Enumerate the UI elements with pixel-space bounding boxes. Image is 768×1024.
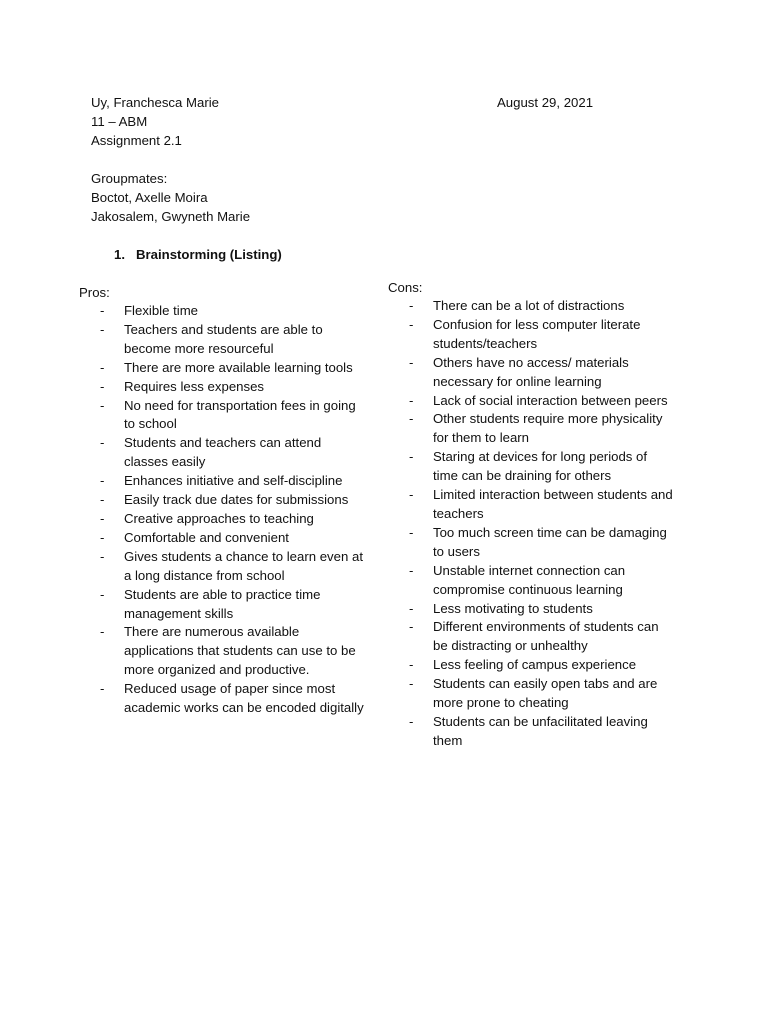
bullet-dash: - [100,303,105,318]
pros-item-text: Students and teachers can attend classes easily [124,435,322,470]
cons-item-text: Too much screen time can be damaging to users [433,524,667,559]
cons-item [409,316,674,354]
pros-item-text: Reduced usage of paper since most academic works can be encoded digitally [124,681,364,716]
cons-item [409,618,674,656]
bullet-dash: - [409,676,414,692]
cons-item [409,562,674,600]
bullet-dash: - [409,487,414,503]
cons-item-text: Students can be unfacilitated leaving them [433,713,648,748]
bullet-dash: - [100,624,105,640]
cons-item-text: Students can easily open tabs and are more prone to cheating [433,676,658,711]
bullet-dash: - [409,713,414,729]
cons-label: Cons: [388,280,423,295]
bullet-dash: - [409,298,414,313]
cons-item [409,297,674,316]
groupmate-name: Jakosalem, Gwyneth Marie [91,209,251,224]
pros-item [100,359,365,378]
cons-item [409,524,674,562]
pros-item [100,321,365,359]
cons-item [409,675,674,713]
bullet-dash: - [409,524,414,540]
pros-item [100,378,365,397]
pros-label: Pros: [79,285,110,300]
pros-item [100,680,365,718]
bullet-dash: - [409,411,414,427]
cons-list [409,297,674,751]
pros-item-text: Flexible time [124,303,199,318]
section-number: 1. [114,247,125,262]
pros-item-text: Comfortable and convenient [124,529,289,545]
bullet-dash: - [100,473,105,489]
pros-item-text: Requires less expenses [124,378,265,394]
pros-item [100,491,365,510]
cons-item [409,448,674,486]
cons-item-text: Unstable internet connection can compromise continuous learning [433,562,626,597]
pros-item-text: There are numerous available applications that students can use to be more organized and productive. [124,624,356,678]
groupmates-label: Groupmates: [91,171,168,186]
bullet-dash: - [409,316,414,332]
cons-item-text: Less feeling of campus experience [433,657,637,673]
pros-item [100,510,365,529]
date: August 29, 2021 [497,95,594,110]
bullet-dash: - [409,657,414,673]
cons-item [409,656,674,675]
pros-item-text: There are more available learning tools [124,359,353,375]
bullet-dash: - [100,548,105,564]
groupmate-name: Boctot, Axelle Moira [91,190,208,205]
cons-item-text: Other students require more physicality for them to learn [433,411,663,446]
bullet-dash: - [100,510,105,526]
assignment-title: Assignment 2.1 [91,133,182,148]
bullet-dash: - [100,359,105,375]
bullet-dash: - [409,392,414,408]
cons-item-text: Staring at devices for long periods of time can be draining for others [433,449,648,484]
pros-item-text: Students are able to practice time management skills [124,586,321,621]
grade-section: 11 – ABM [91,114,148,129]
cons-item-text: There can be a lot of distractions [433,298,625,313]
pros-item-text: Gives students a chance to learn even at a long distance from school [124,548,363,583]
cons-item [409,410,674,448]
cons-item [409,713,674,751]
cons-item-text: Limited interaction between students and teachers [433,487,673,521]
cons-item-text: Different environments of students can be distracting or unhealthy [433,619,659,654]
cons-item-text: Confusion for less computer literate students/teachers [433,316,641,351]
pros-item [100,397,365,435]
section-heading: Brainstorming (Listing) [136,247,282,262]
bullet-dash: - [100,435,105,451]
bullet-dash: - [100,529,105,545]
pros-item [100,548,365,586]
pros-item [100,434,365,472]
bullet-dash: - [409,449,414,465]
pros-list [100,302,365,718]
pros-item-text: Teachers and students are able to become more resourceful [124,321,323,356]
bullet-dash: - [409,600,414,616]
pros-item-text: Easily track due dates for submissions [124,492,349,508]
cons-item [409,354,674,392]
bullet-dash: - [100,681,105,697]
pros-item-text: Enhances initiative and self-discipline [124,473,343,489]
pros-item [100,472,365,491]
bullet-dash: - [409,354,414,370]
bullet-dash: - [100,321,105,337]
cons-item-text: Lack of social interaction between peers [433,392,668,408]
cons-item [409,600,674,619]
bullet-dash: - [409,619,414,635]
cons-item-text: Others have no access/ materials necessary for online learning [433,354,629,389]
pros-item-text: Creative approaches to teaching [124,510,314,526]
bullet-dash: - [100,397,105,413]
bullet-dash: - [100,586,105,602]
bullet-dash: - [100,378,105,394]
bullet-dash: - [100,492,105,508]
cons-item [409,392,674,411]
pros-item [100,529,365,548]
pros-item [100,302,365,321]
cons-item [409,486,674,524]
pros-item [100,623,365,680]
pros-item-text: No need for transportation fees in going to school [124,397,356,432]
cons-item-text: Less motivating to students [433,600,593,616]
pros-item [100,586,365,624]
bullet-dash: - [409,562,414,578]
student-name: Uy, Franchesca Marie [91,95,220,110]
